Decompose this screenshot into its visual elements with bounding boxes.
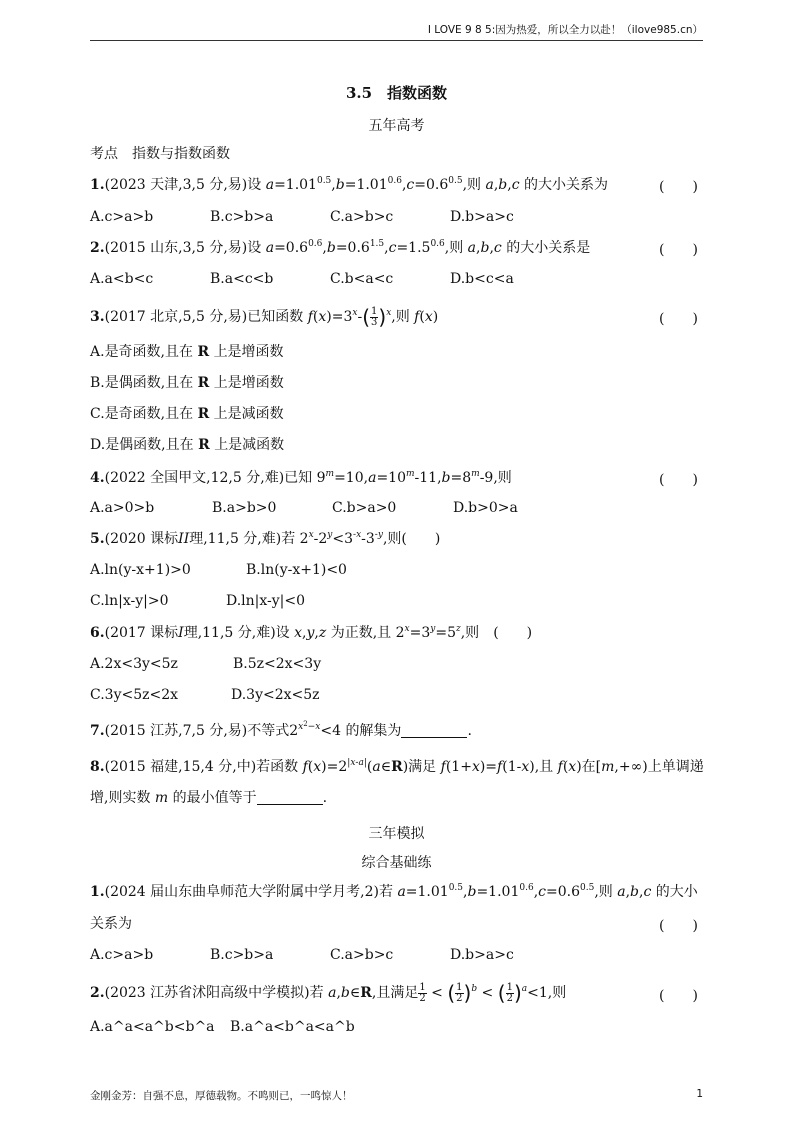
q5-option-c: C.ln|x-y|>0 — [90, 593, 169, 609]
m1-option-c: C.a>b>c — [330, 947, 394, 963]
answer-paren: ( ) — [659, 311, 698, 327]
page-header: I LOVE 9 8 5:因为热爱，所以全力以赴！（ilove985.cn） — [90, 22, 703, 41]
q2-option-b: B.a<c<b — [210, 271, 274, 287]
answer-paren: ( ) — [659, 988, 698, 1004]
q5-option-a: A.ln(y-x+1)>0 — [90, 562, 191, 578]
section-basic-practice: 综合基础练 — [361, 855, 432, 871]
q6-option-a: A.2x<3y<5z — [90, 656, 178, 672]
chapter-title: 3.5 指数函数 — [345, 84, 448, 102]
q2-option-d: D.b<c<a — [450, 271, 514, 287]
q5-option-d: D.ln|x-y|<0 — [226, 593, 306, 609]
q3-option-a: A.是奇函数,且在 R 上是增函数 — [90, 344, 284, 360]
m1-option-b: B.c>b>a — [210, 947, 274, 963]
q2-option-c: C.b<a<c — [330, 271, 394, 287]
q3-option-c: C.是奇函数,且在 R 上是减函数 — [90, 406, 284, 422]
q6-option-c: C.3y<5z<2x — [90, 687, 179, 703]
question-3: 3.(2017 北京,5,5 分,易)已知函数 $f(x)=3^x-$( $\frac{1}{3}$ )$^x$,则 f(x) — [90, 305, 439, 329]
answer-blank[interactable] — [257, 790, 323, 805]
page-number: 1 — [696, 1088, 703, 1100]
question-5: 5.(2020 课标II理,11,5 分,难)若 $2^x-2^y<3^{-x}-3^{-y}$,则( ) — [90, 530, 441, 547]
q5-option-b: B.ln(y-x+1)<0 — [246, 562, 347, 578]
section-three-year: 三年模拟 — [368, 826, 425, 842]
question-1: 1.(2023 天津,3,5 分,易)设 $a=1.01^{0.5},b=1.01^{0.6},c=0.6^{0.5}$,则 a,b,c 的大小关系为 — [90, 176, 609, 193]
mock-question-2: 2.(2023 江苏省沭阳高级中学模拟)若 a,b∈R,且满足 $\frac{1}{2}$ < ( $\frac{1}{2}$ )$^b$ < ( $\frac{1}{2}$ )$^a$<1,则 — [90, 981, 567, 1005]
page-footer — [90, 1088, 703, 1103]
question-7: 7.(2015 江苏,7,5 分,易)不等式$2^{x^2-x}<4$ 的解集为 . — [90, 720, 472, 739]
m2-option-b: B.a^a<b^a<a^b — [230, 1019, 355, 1035]
m1-option-d: D.b>a>c — [450, 947, 514, 963]
mock-question-1-line2: 关系为 — [90, 916, 132, 932]
question-2: 2.(2015 山东,3,5 分,易)设 $a=0.6^{0.6},b=0.6^{1.5},c=1.5^{0.6}$,则 a,b,c 的大小关系是 — [90, 239, 591, 256]
question-8: 8.(2015 福建,15,4 分,中)若函数 $f(x)=2^{|x-a|}(a\in R)$满足 f(1+x)=f(1-x),且 f(x)在[m,+∞)上单调递 — [90, 758, 704, 775]
answer-paren: ( ) — [659, 472, 698, 488]
footer-motto: 金刚金芳：自强不息，厚德载物。不鸣则已，一鸣惊人！ — [90, 1090, 353, 1102]
q3-option-b: B.是偶函数,且在 R 上是增函数 — [90, 375, 284, 391]
m2-option-a: A.a^a<a^b<b^a — [90, 1019, 215, 1035]
answer-blank[interactable] — [401, 723, 467, 738]
m1-option-a: A.c>a>b — [90, 947, 154, 963]
q2-option-a: A.a<b<c — [90, 271, 154, 287]
question-8-line2: 增,则实数 m 的最小值等于 . — [90, 790, 328, 806]
kaodian-heading: 考点 指数与指数函数 — [90, 146, 230, 162]
q4-option-c: C.b>a>0 — [332, 500, 397, 516]
q6-option-b: B.5z<2x<3y — [233, 656, 322, 672]
answer-paren: ( ) — [659, 179, 698, 195]
q6-option-d: D.3y<2x<5z — [231, 687, 320, 703]
q1-option-c: C.a>b>c — [330, 209, 394, 225]
q1-option-b: B.c>b>a — [210, 209, 274, 225]
q4-option-d: D.b>0>a — [453, 500, 518, 516]
q1-option-d: D.b>a>c — [450, 209, 514, 225]
q3-option-d: D.是偶函数,且在 R 上是减函数 — [90, 437, 285, 453]
answer-paren: ( ) — [659, 242, 698, 258]
question-6: 6.(2017 课标I理,11,5 分,难)设 x,y,z 为正数,且 $2^x=3^y=5^z$,则 ( ) — [90, 624, 533, 641]
section-five-year: 五年高考 — [368, 118, 425, 134]
answer-paren: ( ) — [659, 918, 698, 934]
q4-option-a: A.a>0>b — [90, 500, 155, 516]
q4-option-b: B.a>b>0 — [212, 500, 277, 516]
q1-option-a: A.c>a>b — [90, 209, 154, 225]
question-4: 4.(2022 全国甲文,12,5 分,难)已知 $9^m=10,a=10^m-11,b=8^m-9$,则 — [90, 469, 512, 486]
mock-question-1: 1.(2024 届山东曲阜师范大学附属中学月考,2)若 $a=1.01^{0.5},b=1.01^{0.6},c=0.6^{0.5}$,则 a,b,c 的大小 — [90, 883, 698, 900]
